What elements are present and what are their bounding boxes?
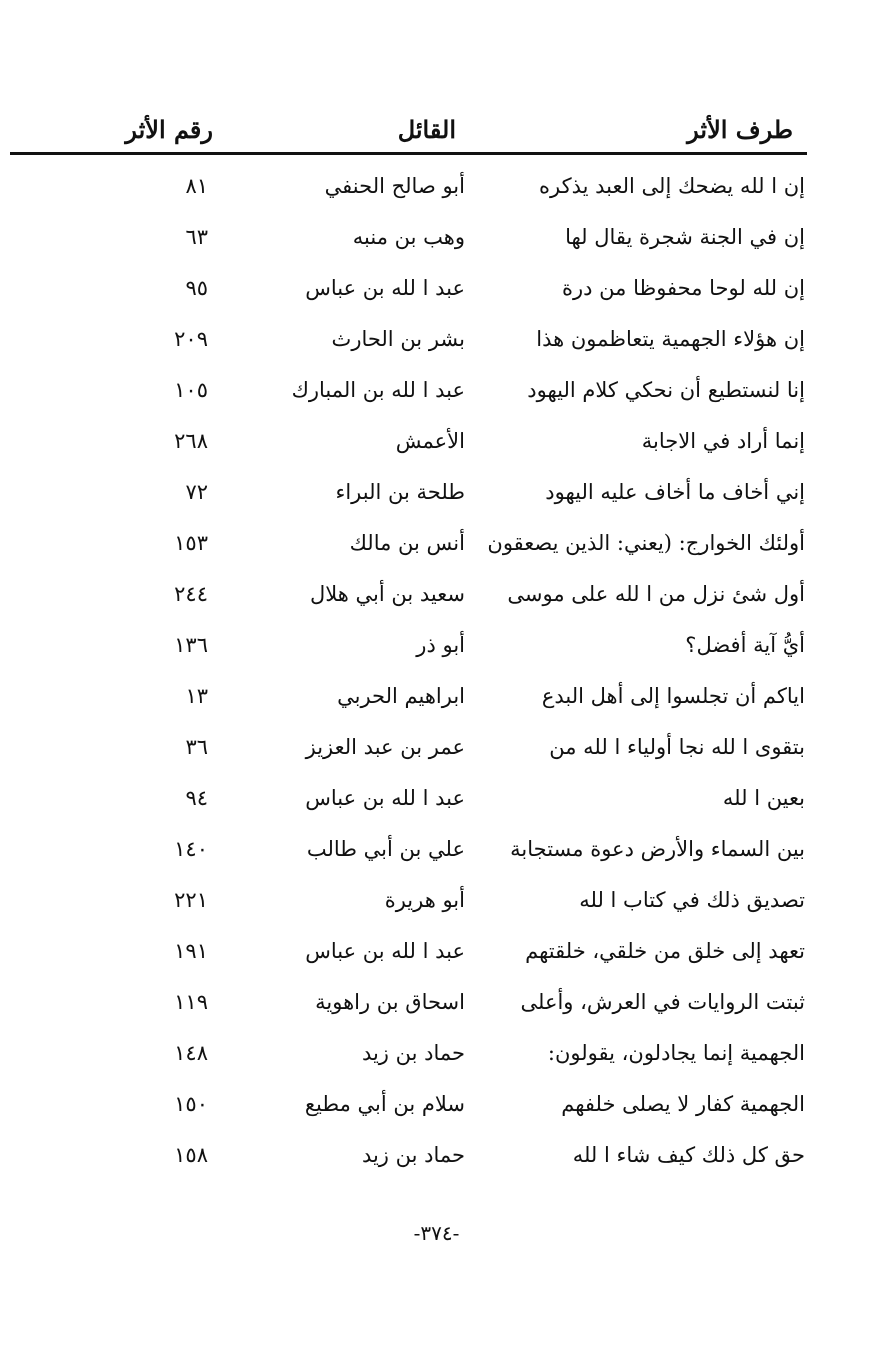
table-row	[0, 925, 873, 976]
row-sayer: سلام بن أبي مطيع	[304, 1092, 465, 1116]
table-row	[0, 415, 873, 466]
row-first-words: إن ا لله يضحك إلى العبد يذكره	[539, 174, 805, 198]
table-row	[0, 976, 873, 1027]
row-sayer: عبد ا لله بن عباس	[305, 276, 465, 300]
table-row	[0, 1129, 873, 1180]
table-row	[0, 211, 873, 262]
row-sayer: وهب بن منبه	[352, 225, 465, 249]
header-first-words: طرف الأثر	[687, 115, 793, 144]
table-row	[0, 517, 873, 568]
row-first-words: الجهمية إنما يجادلون، يقولون:	[547, 1041, 805, 1065]
row-sayer: عبد ا لله بن عباس	[305, 786, 465, 810]
page-number: -٣٧٤-	[413, 1221, 460, 1245]
row-number: ٧٢	[185, 480, 208, 504]
row-sayer: علي بن أبي طالب	[306, 837, 465, 861]
row-sayer: عمر بن عبد العزيز	[305, 735, 465, 759]
table-row	[0, 619, 873, 670]
row-number: ١٣٦	[174, 633, 208, 657]
row-sayer: حماد بن زيد	[361, 1041, 465, 1065]
row-number: ١٩١	[174, 939, 208, 963]
table-row	[0, 1027, 873, 1078]
header-rule	[10, 152, 807, 155]
row-number: ١٤٠	[174, 837, 208, 861]
row-first-words: بين السماء والأرض دعوة مستجابة	[510, 837, 805, 861]
table-row	[0, 670, 873, 721]
row-sayer: عبد ا لله بن المبارك	[291, 378, 465, 402]
row-first-words: أول شئ نزل من ا لله على موسى	[507, 582, 805, 606]
row-sayer: اسحاق بن راهوية	[315, 990, 465, 1014]
table-row	[0, 772, 873, 823]
header-sayer: القائل	[397, 115, 456, 144]
row-number: ٩٤	[185, 786, 208, 810]
table-row	[0, 364, 873, 415]
row-first-words: إني أخاف ما أخاف عليه اليهود	[545, 480, 805, 504]
row-number: ٦٣	[185, 225, 208, 249]
row-sayer: أنس بن مالك	[349, 531, 465, 555]
row-sayer: طلحة بن البراء	[335, 480, 465, 504]
row-first-words: إن هؤلاء الجهمية يتعاظمون هذا	[536, 327, 805, 351]
row-sayer: ابراهيم الحربي	[337, 684, 465, 708]
row-number: ١٥٠	[174, 1092, 208, 1116]
row-number: ١٤٨	[174, 1041, 208, 1065]
row-sayer: عبد ا لله بن عباس	[305, 939, 465, 963]
row-number: ٢٤٤	[174, 582, 208, 606]
row-first-words: تعهد إلى خلق من خلقي، خلقتهم	[525, 939, 805, 963]
row-sayer: حماد بن زيد	[361, 1143, 465, 1167]
table-row	[0, 721, 873, 772]
row-number: ٢٠٩	[174, 327, 208, 351]
row-number: ٩٥	[185, 276, 208, 300]
table-row	[0, 160, 873, 211]
row-first-words: إن لله لوحا محفوظا من درة	[562, 276, 805, 300]
row-number: ٨١	[185, 174, 208, 198]
row-number: ١١٩	[174, 990, 208, 1014]
table-row	[0, 262, 873, 313]
row-number: ١٣	[185, 684, 208, 708]
row-first-words: حق كل ذلك كيف شاء ا لله	[572, 1143, 805, 1167]
row-sayer: أبو صالح الحنفي	[324, 174, 465, 198]
row-number: ٢٦٨	[174, 429, 208, 453]
table-row	[0, 823, 873, 874]
row-first-words: أولئك الخوارج: (يعني: الذين يصعقون	[487, 531, 805, 555]
row-first-words: أيُّ آية أفضل؟	[685, 633, 805, 657]
table-row	[0, 1078, 873, 1129]
row-number: ١٥٣	[174, 531, 208, 555]
row-sayer: بشر بن الحارث	[331, 327, 465, 351]
row-first-words: بتقوى ا لله نجا أولياء ا لله من	[549, 735, 805, 759]
row-sayer: سعيد بن أبي هلال	[310, 582, 465, 606]
table-body	[0, 160, 873, 1180]
row-number: ٢٢١	[174, 888, 208, 912]
row-first-words: إن في الجنة شجرة يقال لها	[565, 225, 805, 249]
row-number: ١٠٥	[174, 378, 208, 402]
table-row	[0, 874, 873, 925]
row-sayer: الأعمش	[395, 429, 465, 453]
row-first-words: بعين ا لله	[722, 786, 805, 810]
row-first-words: إنا لنستطيع أن نحكي كلام اليهود	[527, 378, 805, 402]
row-first-words: اياكم أن تجلسوا إلى أهل البدع	[541, 684, 805, 708]
table-header	[0, 112, 873, 152]
row-first-words: ثبتت الروايات في العرش، وأعلى	[520, 990, 805, 1014]
row-number: ٣٦	[185, 735, 208, 759]
table-row	[0, 313, 873, 364]
row-first-words: الجهمية كفار لا يصلى خلفهم	[561, 1092, 805, 1116]
row-number: ١٥٨	[174, 1143, 208, 1167]
table-row	[0, 466, 873, 517]
header-number: رقم الأثر	[125, 115, 213, 144]
row-sayer: أبو ذر	[416, 633, 465, 657]
row-sayer: أبو هريرة	[384, 888, 465, 912]
row-first-words: إنما أراد في الاجابة	[641, 429, 805, 453]
row-first-words: تصديق ذلك في كتاب ا لله	[579, 888, 805, 912]
table-row	[0, 568, 873, 619]
